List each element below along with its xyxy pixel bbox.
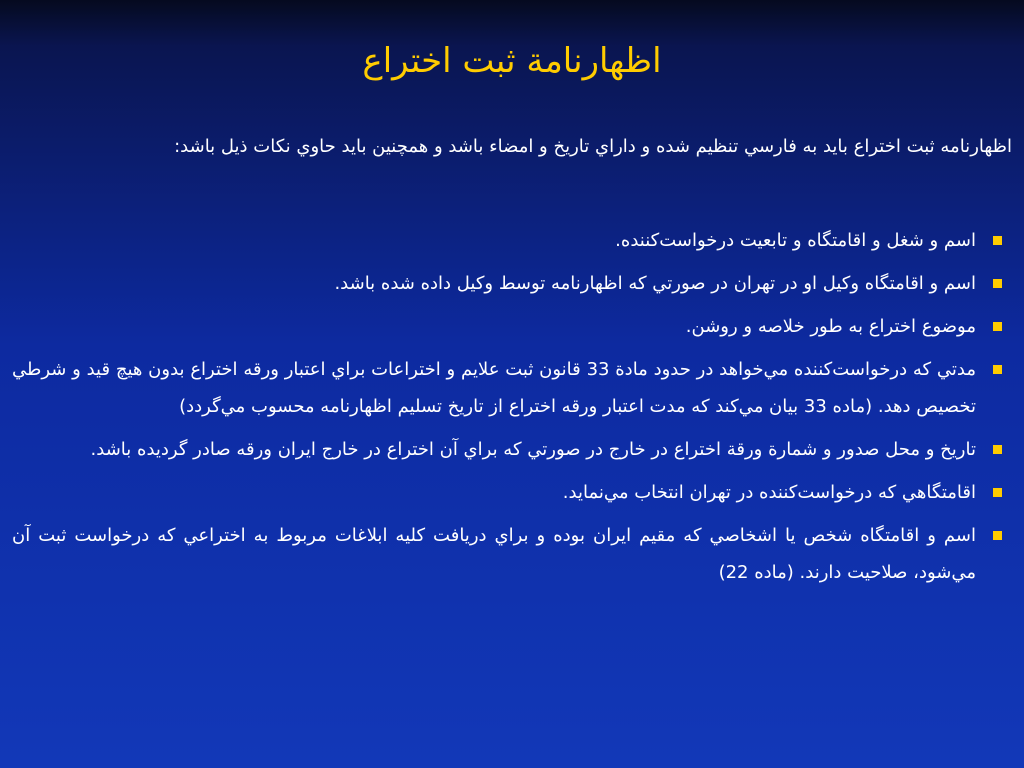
square-bullet-icon (993, 365, 1002, 374)
list-item-text: مدتي كه درخواست‌كننده مي‌خواهد در حدود مادة 33 قانون ثبت علايم و اختراعات براي اعتبار ورقه اختراع بدون هيچ قيد و شرطي تخصيص دهد. (ماده 33 بيان مي‌كند كه مدت اعتبار ورقه اختراع از تاريخ تسليم اظهارنامه محسوب مي‌گردد) (12, 359, 977, 417)
list-item-text: اسم و شغل و اقامتگاه و تابعيت درخواست‌كننده. (615, 230, 976, 251)
bullet-list (12, 222, 1012, 597)
list-item (12, 222, 1012, 259)
list-item-text: اسم و اقامتگاه شخص يا اشخاصي كه مقيم ايران بوده و براي دريافت كليه ابلاغات مربوط به اختراعي كه درخواست ثبت آن مي‌شود، صلاحيت دارند. (ماده 22) (12, 525, 976, 583)
list-item (12, 517, 1012, 591)
list-item-text: موضوع اختراع به طور خلاصه و روشن. (685, 316, 976, 337)
intro-paragraph: اظهارنامه ثبت اختراع بايد به فارسي تنظيم شده و داراي تاريخ و امضاء باشد و همچنين بايد حاوي نكات ذيل باشد: (174, 136, 1012, 157)
square-bullet-icon (993, 531, 1002, 540)
square-bullet-icon (993, 322, 1002, 331)
list-item-text: تاريخ و محل صدور و شمارة ورقة اختراع در خارج در صورتي كه براي آن اختراع در خارج ايران ورقه صادر گرديده باشد. (90, 439, 976, 460)
list-item (12, 265, 1012, 302)
list-item (12, 474, 1012, 511)
list-item (12, 431, 1012, 468)
list-item (12, 308, 1012, 345)
square-bullet-icon (993, 488, 1002, 497)
square-bullet-icon (993, 445, 1002, 454)
list-item-text: اسم و اقامتگاه وكيل او در تهران در صورتي كه اظهارنامه توسط وكيل داده شده باشد. (334, 273, 976, 294)
square-bullet-icon (993, 279, 1002, 288)
slide-title: اظهارنامة ثبت اختراع (362, 41, 662, 81)
list-item-text: اقامتگاهي كه درخواست‌كننده در تهران انتخاب مي‌نمايد. (562, 482, 976, 503)
list-item (12, 351, 1012, 425)
square-bullet-icon (993, 236, 1002, 245)
